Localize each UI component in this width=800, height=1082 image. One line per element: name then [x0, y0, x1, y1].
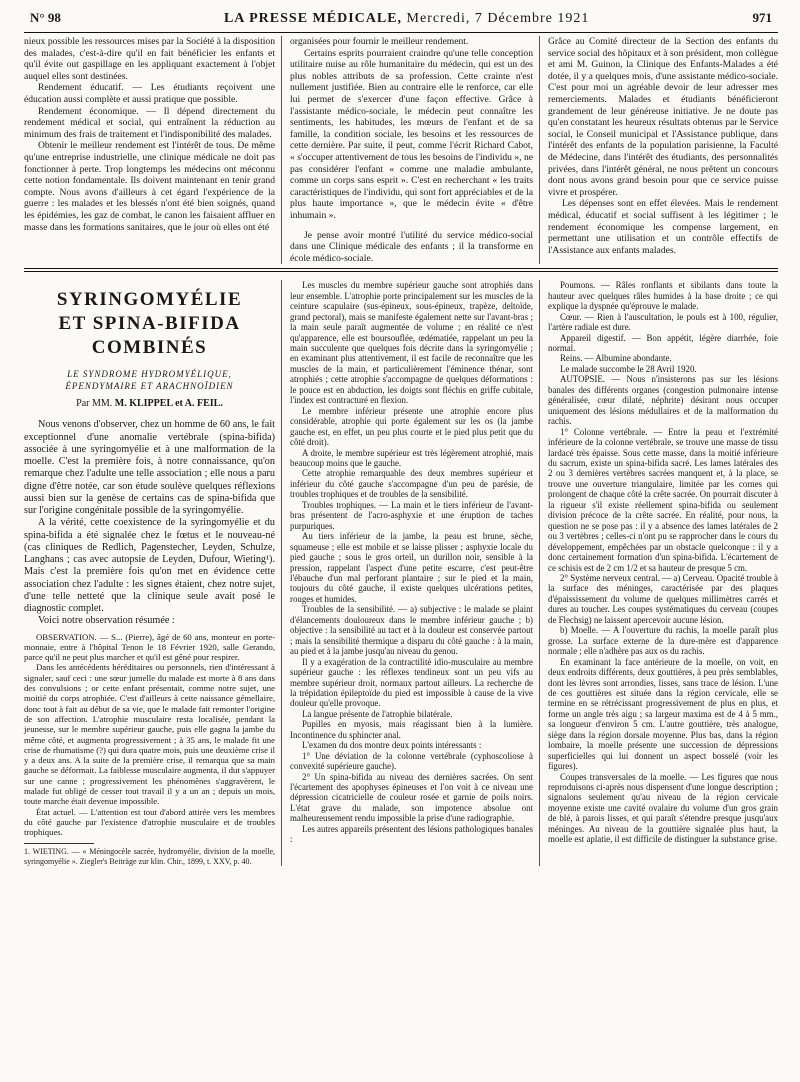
paragraph: Les muscles du membre supérieur gauche sont atrophiés dans leur ensemble. L'atrophie porte principalement sur les muscles de la ceinture scapulaire (sus-épineux, sous-épineux, trapèze, deltoïde, grand pectoral), mais se manifeste également nette sur l'avant-bras ; la main seule paraît augmentée de volume ; en réalité ce n'est qu'apparence, elle est boursouflée, œdématiée, rappelant un peu la main succulente que quelques fois décrite dans la syringomyélie ; en examinant plus attentivement, il est facile de reconnaître que les muscles de la main, et particulièrement l'éminence thénar, sont atrophiés ; cette atrophie s'accompagne de quelques déformations : le pouce est en abduction, les doigts sont fléchis en griffe cubitale, l'index est contracturé en flexion. — [290, 280, 533, 406]
paragraph: La langue présente de l'atrophie bilatérale. — [302, 708, 453, 719]
paragraph: L'examen du dos montre deux points intéressants : — [302, 740, 482, 751]
introduction — [24, 419, 275, 627]
article-column-1 — [24, 280, 282, 866]
paragraph: Dans les antécédents héréditaires ou personnels, rien d'intéressant à signaler, sauf ceci : une sœur jumelle du malade est morte à 8 ans dans des convulsions ; or cette enfant présentait, comme notre sujet, une moitié du corps atrophiée. C'est d'ailleurs à cette naissance gémellaire, donc tout à fait au début de sa vie, que le malade fait remonter l'origine de son affection. L'atrophie musculaire resta localisée, pendant la jeunesse, sur le membre supérieur gauche, puis elle gagna la jambe du même côté, et augmenta progressivement ; à 35 ans, le malade fit une crise de rhumatisme (?) qui dura quatre mois, puis une deuxième crise il y a deux ans. A la suite de la première crise, il remarqua que sa main gauche se déformait. La faiblesse musculaire augmenta, il dut s'appuyer sur une canne ; progressivement les phénomènes s'aggravèrent, le malade fut obligé de cesser tout travail il y a un an ; depuis un mois, toute marche était devenue impossible. — [24, 662, 275, 807]
paragraph: Grâce au Comité directeur de la Section des enfants du service social des hôpitaux et à son président, mon collègue et ami M. Guinon, la Clinique des Enfants-Malades a été dotée, il y a quelques mois, d'une assistante médico-sociale. C'est pour moi un agréable devoir de leur adresser mes remerciements. Malades et étudiants bénéficieront grandement de leur généreuse initiative. Je ne doute pas qu'en constatant les heureux résultats obtenus par le Service social, le Conseil municipal et l'Assistance publique, dans l'intérêt des enfants de la population parisienne, la Faculté de Médecine, dans l'intérêt des étudiants, des personnalités privées, dans l'intérêt général, ne nous prêtent un concours dont nous avons grand besoin pour que ce service puisse vivre et prospérer. — [548, 36, 778, 198]
paragraph: Cœur. — Rien à l'auscultation, le pouls est à 100, régulier, l'artère radiale est dure. — [548, 311, 778, 333]
paragraph: A la vérité, cette coexistence de la syringomyélie et du spina-bifida a été signalée chez le fœtus et le nouveau-né (cas cliniques de Redlich, Pagenstecher, Leyden, Schulze, Langhans ; cas avec autopsie de Leyden, Dufour, Wieting¹). Mais c'est la première fois qu'on met en évidence cette association chez l'adulte : les signes étaient, chez notre sujet, d'une telle netteté que la clinique seule avait posé le diagnostic complet. — [24, 517, 275, 615]
issue-date: Mercredi, 7 Décembre 1921 — [406, 11, 590, 26]
paragraph: organisées pour fournir le meilleur rendement. — [290, 36, 469, 47]
article-subtitle-line-2: ÉPENDYMAIRE ET ARACHNOÏDIEN — [65, 381, 234, 392]
footnote: 1. WIETING. — « Méningocèle sacrée, hydromyélie, division de la moelle, syringomyélie ». Ziegler's Beiträge zur klin. Chir., 1899, t. XXV, p. 40. — [24, 847, 275, 866]
paragraph: Obtenir le meilleur rendement est l'intérêt de tous. De même qu'une entreprise industrielle, une clinique médicale ne doit pas fonctionner à perte. Trop longtemps les médecins ont méconnu cette notion fondamentale. Ils doivent maintenant en tenir grand compte. Nous avons d'ailleurs à cet égard l'expérience de la guerre : les malades et les blessés n'ont été bien soignés, quand les épidémies, les gaz de combat, le canon les faisaient affluer en masse dans les formations sanitaires, que le jour où elles ont été — [24, 140, 275, 233]
paragraph: 2° Un spina-bifida au niveau des dernières sacrées. On sent l'écartement des apophyses épineuses et l'on voit à ce niveau une dépression cicatricielle de couleur rosée et garnie de poils noirs. L'état grave du malade, son impotence absolue ont malheureusement rendu impossible la prise d'une radiographie. — [290, 771, 533, 824]
article-subtitle — [24, 368, 275, 392]
page-number: 971 — [752, 10, 772, 25]
section-divider — [24, 268, 778, 269]
issue-number: N° 98 — [30, 10, 61, 25]
paragraph: Pupilles en myosis, mais réagissant bien à la lumière. Incontinence du sphincter anal. — [290, 719, 533, 740]
paragraph: Cette atrophie remarquable des deux membres supérieur et inférieur du côté gauche s'accompagne d'un peu de parésie, de troubles trophiques et de troubles de la sensibilité. — [290, 468, 533, 500]
article-authors — [24, 398, 275, 409]
article-column-2 — [282, 280, 540, 866]
paragraph: Rendement éducatif. — Les étudiants reçoivent une éducation aussi complète et aussi pratique que possible. — [24, 82, 275, 105]
paragraph: Nous venons d'observer, chez un homme de 60 ans, le fait exceptionnel d'une anomalie vertébrale (spina-bifida) associée à une syringomyélie et à une malformation de la moelle. C'est la première fois, à notre connaissance, qu'on remarque chez l'adulte une telle association ; elle nous a paru digne d'être notée, car son étude soulève quelques réflexions aussi bien sur la genèse de certains cas de spina-bifida que sur l'origine congénitale possible de la syringomyélie. — [24, 419, 275, 517]
article-title-line-2: ET SPINA-BIFIDA COMBINÉS — [58, 313, 241, 359]
paragraph: Les autres appareils présentent des lésions pathologiques banales : — [290, 823, 533, 845]
article-column-3 — [540, 280, 778, 866]
paragraph: Certains esprits pourraient craindre qu'une telle conception utilitaire nuise au rôle humanitaire du médecin, qui est un des plus nobles attributs de sa profession. Cette crainte n'est nullement justifiée. Bien au contraire elle le renforce, car elle lui permet de s'exercer d'une façon effective. Grâce à l'assistante médico-sociale, le médecin peut connaître les sentiments, les habitudes, les mœurs de l'enfant et de sa famille, la condition sociale, les besoins et les ressources de cette dernière. Par suite, il peut, comme l'écrit Richard Cabot, « s'occuper attentivement de tous les besoins de l'individu », ne pas considérer l'enfant « comme une maladie ambulante, comme un corps sans esprit ». C'est en recherchant « les traits caractéristiques de l'individu, qui sont fort appréciables et de la plus haute importance », que le médecin évite « d'être inhumain ». — [290, 47, 533, 221]
previous-article-end — [24, 36, 778, 264]
paragraph: En examinant la face antérieure de la moelle, on voit, en deux endroits différents, deux gouttières, à peu près semblables, dont les lèvres sont arrondies, lisses, sans trace de lésion. L'une de ces gouttières est située dans la région cervicale, elle se termine en se rétrécissant progressivement de plus en plus, et forme un angle très aigu ; sa largeur maxima est de 4 à 5 mm., sa longueur d'environ 5 cm. L'autre gouttière, très analogue, siège dans la région dorsale moyenne. Plus bas, dans la région lombaire, la moelle présente une succession de dépressions superficielles qui lui donnent un aspect bosselé (voir les figures). — [548, 656, 778, 772]
paragraph: nieux possible les ressources mises par la Société à la disposition des malades, c'est-à-dire qu'il en fait bénéficier les enfants et qu'il évite out gaspillage en les appliquant exactement à l'objet auquel elles sont destinées. — [24, 36, 275, 82]
top-column-1 — [24, 36, 282, 264]
paragraph: Rendement économique. — Il dépend directement du rendement médical et social, qui entraînent la réduction au minimum des frais de traitement et l'indisponibilité des malades. — [24, 105, 275, 140]
paragraph: 1° Une déviation de la colonne vertébrale (cyphoscoliose à convexité supérieure gauche). — [290, 750, 533, 772]
authors-names: M. KLIPPEL et A. FEIL. — [114, 398, 223, 410]
paragraph: Au tiers inférieur de la jambe, la peau est brune, sèche, squameuse ; elle est mobile et se laisse plisser ; asphyxie locale du pied gauche ; sous le gros orteil, un durillon noir, sensible à la pression, rappelant l'aspect d'une petite escarre, c'est peut-être l'ébauche d'un mal perforant plantaire ; sur le pied et la main, toujours du côté gauche, il existe quelques ulcérations petites, rouges et humides. — [290, 531, 533, 604]
journal-name: LA PRESSE MÉDICALE, — [223, 11, 403, 26]
paragraph: OBSERVATION. — S... (Pierre), âgé de 60 ans, monteur en porte-monnaie, entre à l'hôpital Tenon le 18 Février 1920, salle Gerando, parce qu'il ne peut plus marcher et qu'il est gêné pour respirer. — [24, 631, 275, 663]
paragraph: Reins. — Albumine abondante. — [560, 353, 672, 364]
paragraph: 1° Colonne vertébrale. — Entre la peau et l'extrémité inférieure de la colonne vertébrale, se trouve une masse de tissu lardacé très épaisse. Sous cette masse, dans la moitié inférieure du sacrum, existe un spina-bifida sacré. Les lames latérales des 2 ou 3 dernières vertèbres sacrées manquent et, à la place, se trouve une ouverture triangulaire, limitée par les cornes qui prolongent de chaque côté la crête sacrée. On pourrait discuter à la rigueur s'il existe réellement spina-bifida ou seulement division précoce de la crête sacrée. En réalité, pour nous, la question ne se pose pas : il y a absence des lames latérales de 2 ou 3 vertèbres ; celles-ci n'ont pu se rapprocher dans le cours du développement, empêchées par un obstacle quelconque : il y a donc certainement formation d'un spina-bifida. L'écartement de ce schisis est de 2 cm 1/2 et sa hauteur de presque 5 cm. — [548, 426, 778, 573]
paragraph: Troubles trophiques. — La main et le tiers inférieur de l'avant-bras présentent de l'acro-asphyxie et une éruption de taches purpuriques. — [290, 499, 533, 531]
paragraph: b) Moelle. — A l'ouverture du rachis, la moelle paraît plus grosse. La surface externe de la dure-mère est d'apparence normale ; elle n'adhère pas aux os du rachis. — [548, 625, 778, 657]
top-column-2 — [282, 36, 540, 264]
paragraph: AUTOPSIE. — Nous n'insisterons pas sur les lésions banales des différents organes (congestion pulmonaire intense généralisée, cœur dilaté, néphrite) désirant nous occuper uniquement des lésions médullaires et de la malformation du rachis. — [548, 374, 778, 427]
paragraph: Troubles de la sensibilité. — a) subjective : le malade se plaint d'élancements douloureux dans le membre inférieur gauche ; b) objective : la sensibilité au tact et à la douleur est conservée partout ; mais la sensibilité thermique a disparu du côté gauche : à la main, au pied et à la jambe jusqu'au niveau du genou. — [290, 604, 533, 657]
paragraph: Voici notre observation résumée : — [38, 615, 175, 627]
paragraph: Je pense avoir montré l'utilité du service médico-social dans une Clinique médicale des enfants ; il la transforme en école médico-sociale. — [290, 229, 533, 264]
paragraph: Poumons. — Râles ronflants et sibilants dans toute la hauteur avec quelques râles humides à la base droite ; ce qui explique la dyspnée qu'éprouve le malade. — [548, 280, 778, 312]
top-column-3 — [540, 36, 778, 264]
article-title-line-1: SYRINGOMYÉLIE — [56, 289, 243, 311]
paragraph: Les dépenses sont en effet élevées. Mais le rendement médical, éducatif et social suffisent à les légitimer ; le rendement économique les compense largement, en permettant une utilisation et un contrôle effectifs de l'Assistance aux enfants malades. — [548, 198, 778, 256]
paragraph: Il y a exagération de la contractilité idio-musculaire au membre supérieur gauche : les réflexes tendineux sont un peu vifs au membre supérieur droit, normaux partout ailleurs. La recherche de la trépidation épileptoïde du pied est impossible à cause de la vive douleur qu'elle provoque. — [290, 656, 533, 709]
article-subtitle-line-1: LE SYNDROME HYDROMYÉLIQUE, — [67, 369, 232, 380]
page-header — [24, 10, 778, 33]
article-body — [24, 280, 778, 866]
paragraph: Appareil digestif. — Bon appétit, légère diarrhée, foie normal. — [548, 332, 778, 353]
article-title — [24, 288, 275, 360]
footnote-rule — [24, 843, 94, 844]
paragraph: Coupes transversales de la moelle. — Les figures que nous reproduisons ci-après nous dispensent d'une longue description ; signalons seulement qu'au niveau de la région cervicale moyenne existe une cavité ovalaire du volume d'un gros grain de blé, à parois lisses, et qui paraît s'étendre presque jusqu'aux méninges. Au niveau de la gouttière signalée plus haut, la moelle est aplatie, il est difficile de distinguer la substance grise. — [548, 771, 778, 845]
paragraph: Le malade succombe le 28 Avril 1920. — [560, 363, 697, 374]
section-divider — [24, 271, 778, 272]
paragraph: État actuel. — L'attention est tout d'abord attirée vers les membres du côté gauche par l'existence d'atrophie musculaire et de troubles trophiques. — [24, 806, 275, 838]
paragraph: A droite, le membre supérieur est très légèrement atrophié, mais beaucoup moins que le gauche. — [290, 447, 533, 468]
observation — [24, 632, 275, 838]
paragraph: 2° Système nerveux central. — a) Cerveau. Opacité trouble à la surface des méninges, caractérisée par des plaques d'épaississement du volume de quelques millimètres carrés et dures au toucher. Les coupes systématiques du cerveau (coupes de Flechsig) ne laissent apercevoir aucune lésion. — [548, 572, 778, 625]
paragraph: Le membre inférieur présente une atrophie encore plus considérable, atrophie qui porte également sur les os (la jambe gauche est, en effet, un peu plus courte et le pied plus petit que du côté droit). — [290, 405, 533, 448]
running-head — [224, 11, 589, 27]
authors-prefix: Par MM. — [76, 398, 113, 410]
